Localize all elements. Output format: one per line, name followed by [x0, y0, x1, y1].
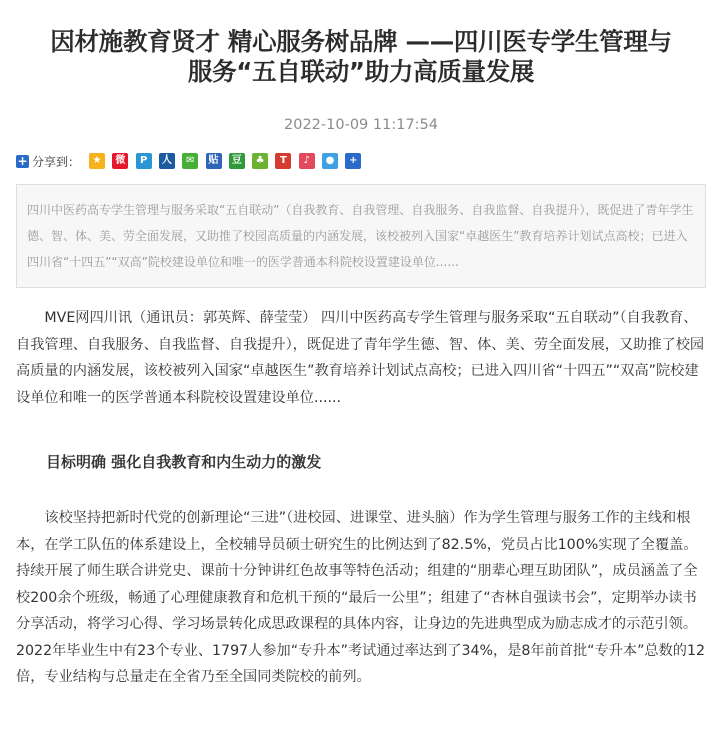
tencent-weibo-icon[interactable]: P [136, 153, 152, 169]
article-title [16, 0, 706, 87]
body-paragraph-2: 该校坚持把新时代党的创新理论“三进”（进校园、进课堂、进头脑）作为学生管理与服务工作的主线和根本，在学工队伍的体系建设上，全校辅导员硕士研究生的比例达到了82.5%，党员占比100%实现了全覆盖。持续开展了师生联合讲党史、课前十分钟讲红色故事等特色活动；组建的“朋辈心理互助团队”，成员涵盖了全校200余个班级，畅通了心理健康教育和危机干预的“最后一公里”；组建了“杏林自强读书会”，定期举办读书分享活动，将学习心得、学习场景转化成思政课程的具体内容，让身边的先进典型成为励志成才的示范引领。2022年毕业生中有23个专业、1797人参加“专升本”考试通过率达到了34%，是8年前首批“专升本”总数的12倍，专业结构与总量走在全省乃至全国同类院校的前列。 [16, 510, 706, 685]
qq-icon[interactable]: ● [322, 153, 338, 169]
section-heading: 目标明确 强化自我教育和内生动力的激发 [46, 453, 322, 471]
publish-date: 2022-10-09 11:17:54 [284, 117, 438, 133]
wechat-icon[interactable]: ✉ [182, 153, 198, 169]
article-title-line2: 服务“五自联动”助力高质量发展 [187, 57, 535, 86]
renren-icon[interactable]: 人 [159, 153, 175, 169]
douban-icon[interactable]: 豆 [229, 153, 245, 169]
share-plus-icon[interactable]: + [17, 153, 28, 168]
body-paragraph-1: MVE网四川讯（通讯员：郭英辉、薛莹莹） 四川中医药高专学生管理与服务采取“五自联动”（自我教育、自我管理、自我服务、自我监督、自我提升），既促进了青年学生德、智、体、美、劳全面发展，又助推了校园高质量的内涵发展，该校被列入国家“卓越医生”教育培养计划试点高校；已进入四川省“十四五”“双高”院校建设单位和唯一的医学普通本科院校设置建设单位...... [16, 310, 705, 406]
qzone-icon[interactable]: ★ [89, 153, 105, 169]
article-summary [16, 184, 706, 288]
tieba-icon[interactable]: 贴 [206, 153, 222, 169]
sohu-icon[interactable]: ♪ [299, 153, 315, 169]
more-plus-icon[interactable]: + [345, 153, 361, 169]
share-label: 分享到： [32, 154, 81, 169]
share-bar [16, 152, 706, 170]
t-icon[interactable]: T [275, 153, 291, 169]
kaixin-icon[interactable]: ♣ [252, 153, 268, 169]
weibo-icon[interactable]: 微 [112, 153, 128, 169]
summary-text: 四川中医药高专学生管理与服务采取“五自联动”（自我教育、自我管理、自我服务、自我监督、自我提升），既促进了青年学生德、智、体、美、劳全面发展，又助推了校园高质量的内涵发展，该校被列入国家“卓越医生”教育培养计划试点高校；已进入四川省“十四五”“双高”院校建设单位和唯一的医学普通本科院校设置建设单位...... [27, 203, 694, 269]
article-title-line1: 因材施教育贤才 精心服务树品牌 ——四川医专学生管理与 [50, 27, 672, 56]
share-icons [89, 153, 369, 169]
